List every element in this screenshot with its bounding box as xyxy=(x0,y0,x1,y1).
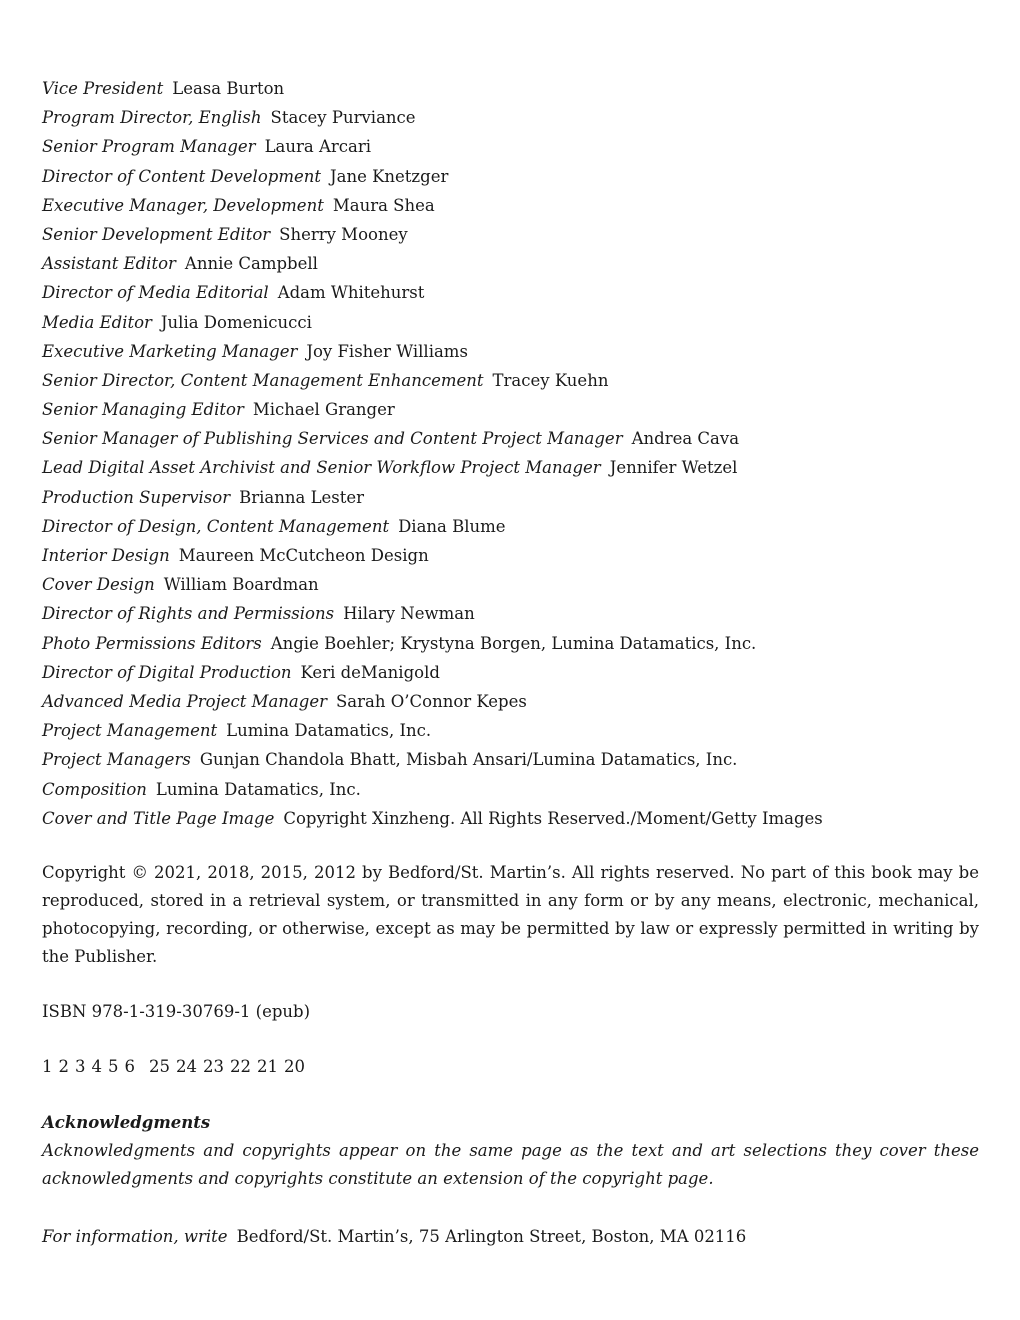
credit-name: Angie Boehler; Krystyna Borgen, Lumina Datamatics, Inc. xyxy=(270,633,757,653)
printing-year: 25 xyxy=(149,1056,170,1076)
impression-number: 5 xyxy=(108,1056,119,1076)
publisher-address: Bedford/St. Martin’s, 75 Arlington Street, Boston, MA 02116 xyxy=(236,1226,747,1246)
credit-role: Cover and Title Page Image xyxy=(42,808,275,828)
impression-number: 2 xyxy=(58,1056,69,1076)
impression-number: 6 xyxy=(124,1056,135,1076)
credit-role: Composition xyxy=(42,779,147,799)
credit-role: Project Management xyxy=(42,721,218,741)
credit-line xyxy=(42,220,979,249)
credit-line xyxy=(42,599,979,628)
credit-line xyxy=(42,337,979,366)
credit-role: Executive Manager, Development xyxy=(42,195,324,215)
credit-name: Michael Granger xyxy=(252,400,395,420)
copyright-page xyxy=(42,74,979,1251)
credit-line xyxy=(42,658,979,687)
credit-name: Leasa Burton xyxy=(172,79,285,98)
credit-name: Julia Domenicucci xyxy=(160,312,312,332)
information-lead: For information, write xyxy=(42,1226,228,1246)
credit-name: Jennifer Wetzel xyxy=(609,458,738,478)
credit-line xyxy=(42,395,979,424)
credit-role: Media Editor xyxy=(42,312,152,332)
credits-list xyxy=(42,74,979,833)
credit-line xyxy=(42,629,979,658)
credit-line xyxy=(42,716,979,745)
printing-year: 22 xyxy=(230,1056,251,1076)
credit-name: Andrea Cava xyxy=(631,429,740,449)
information-line xyxy=(42,1223,979,1251)
credit-role: Photo Permissions Editors xyxy=(42,633,262,653)
acknowledgments-heading: Acknowledgments xyxy=(42,1112,211,1132)
credit-role: Assistant Editor xyxy=(42,254,176,274)
credit-line xyxy=(42,453,979,482)
credit-name: Sarah O’Connor Kepes xyxy=(336,691,527,711)
credit-role: Director of Digital Production xyxy=(42,662,292,682)
credit-line xyxy=(42,775,979,804)
credit-name: Lumina Datamatics, Inc. xyxy=(155,779,361,799)
credit-name: Jane Knetzger xyxy=(330,166,449,186)
printing-line xyxy=(42,1053,979,1081)
credit-name: Diana Blume xyxy=(398,516,506,536)
credit-line xyxy=(42,74,979,103)
credit-role: Lead Digital Asset Archivist and Senior Workflow Project Manager xyxy=(42,458,601,478)
credit-role: Production Supervisor xyxy=(42,487,231,507)
printing-year: 23 xyxy=(203,1056,224,1076)
credit-role: Director of Rights and Permissions xyxy=(42,604,335,624)
credit-role: Senior Director, Content Management Enhancement xyxy=(42,370,484,390)
credit-name: Maureen McCutcheon Design xyxy=(178,546,429,565)
credit-role: Director of Content Development xyxy=(42,166,321,186)
impression-number: 3 xyxy=(75,1056,86,1076)
printing-year: 21 xyxy=(257,1056,278,1076)
credit-line xyxy=(42,308,979,337)
credit-role: Senior Development Editor xyxy=(42,224,271,244)
credit-line xyxy=(42,541,979,570)
credit-line xyxy=(42,512,979,541)
credit-role: Vice President xyxy=(42,79,164,98)
credit-name: Stacey Purviance xyxy=(270,108,416,128)
credit-role: Senior Program Manager xyxy=(42,137,256,157)
credit-role: Executive Marketing Manager xyxy=(42,341,298,361)
impression-number: 4 xyxy=(91,1056,102,1076)
credit-name: Hilary Newman xyxy=(343,604,475,624)
credit-line xyxy=(42,687,979,716)
credit-line xyxy=(42,103,979,132)
credit-role: Director of Design, Content Management xyxy=(42,516,390,536)
credit-name: Brianna Lester xyxy=(239,487,365,507)
credit-line xyxy=(42,424,979,453)
acknowledgments-text: Acknowledgments and copyrights appear on the same page as the text and art selections they cover these acknowledgments and copyrights constitute an extension of the copyright page. xyxy=(42,1140,979,1188)
copyright-notice: Copyright © 2021, 2018, 2015, 2012 by Bedford/St. Martin’s. All rights reserved. No part of this book may be reproduced, stored in a retrieval system, or transmitted in any form or by any means, electronic, mechanical, photocopying, recording, or otherwise, except as may be permitted by law or expressly permitted in writing by the Publisher. xyxy=(42,862,979,966)
credit-line xyxy=(42,191,979,220)
credit-name: Lumina Datamatics, Inc. xyxy=(226,721,432,741)
credit-name: Sherry Mooney xyxy=(279,224,408,244)
credit-line xyxy=(42,366,979,395)
credit-role: Cover Design xyxy=(42,575,155,595)
printing-year: 24 xyxy=(176,1056,197,1076)
credit-line xyxy=(42,132,979,161)
credit-line xyxy=(42,278,979,307)
credit-role: Senior Manager of Publishing Services and Content Project Manager xyxy=(42,429,623,449)
credit-line xyxy=(42,804,979,833)
credit-name: Laura Arcari xyxy=(264,137,371,157)
credit-line xyxy=(42,162,979,191)
credit-name: Maura Shea xyxy=(332,195,435,215)
credit-line xyxy=(42,249,979,278)
credit-role: Program Director, English xyxy=(42,108,262,128)
credit-line xyxy=(42,483,979,512)
credit-name: Annie Campbell xyxy=(184,254,318,274)
credit-role: Interior Design xyxy=(42,546,170,565)
credit-name: Copyright Xinzheng. All Rights Reserved./Moment/Getty Images xyxy=(283,808,823,828)
credit-line xyxy=(42,570,979,599)
credit-line xyxy=(42,745,979,774)
impression-number: 1 xyxy=(42,1056,53,1076)
credit-name: Keri deManigold xyxy=(300,662,440,682)
credit-role: Senior Managing Editor xyxy=(42,400,244,420)
credit-role: Project Managers xyxy=(42,750,191,770)
printing-year: 20 xyxy=(284,1056,305,1076)
credit-name: Adam Whitehurst xyxy=(277,283,425,303)
credit-name: Joy Fisher Williams xyxy=(306,341,468,361)
isbn: ISBN 978-1-319-30769-1 (epub) xyxy=(42,1001,311,1021)
credit-role: Advanced Media Project Manager xyxy=(42,691,327,711)
credit-name: William Boardman xyxy=(163,575,319,595)
credit-name: Gunjan Chandola Bhatt, Misbah Ansari/Lumina Datamatics, Inc. xyxy=(199,750,738,770)
credit-role: Director of Media Editorial xyxy=(42,283,269,303)
credit-name: Tracey Kuehn xyxy=(492,370,609,390)
